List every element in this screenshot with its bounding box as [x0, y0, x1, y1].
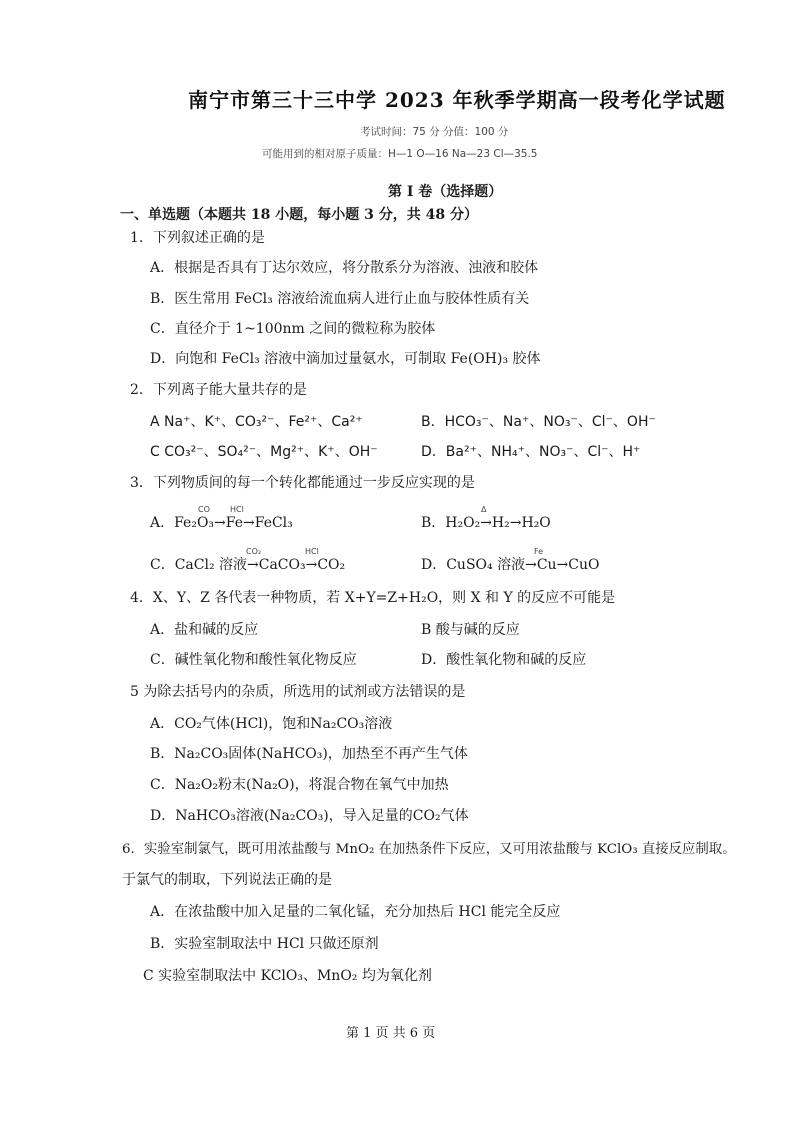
- question-3-option-b: B．H₂O₂→H₂→H₂O: [421, 515, 551, 531]
- q3-c-condition-1: CO₂: [246, 547, 262, 556]
- question-2-option-b: B．HCO₃⁻、Na⁺、NO₃⁻、Cl⁻、OH⁻: [421, 414, 656, 430]
- q3-c-condition-2: HCl: [305, 547, 319, 556]
- question-6-option-b: B．实验室制取法中 HCl 只做还原剂: [150, 936, 379, 952]
- question-5-option-b: B．Na₂CO₃固体(NaHCO₃)，加热至不再产生气体: [150, 746, 468, 762]
- question-4-option-d: D．酸性氧化物和碱的反应: [421, 652, 587, 668]
- volume-title: 第 I 卷（选择题）: [388, 184, 503, 200]
- q3-a-condition-2: HCl: [230, 505, 244, 514]
- question-6-stem-continued: 于氯气的制取，下列说法正确的是: [122, 872, 332, 888]
- section-title: 一、单选题（本题共 18 小题，每小题 3 分，共 48 分）: [120, 207, 478, 223]
- question-2-option-d: D．Ba²⁺、NH₄⁺、NO₃⁻、Cl⁻、H⁺: [421, 444, 641, 460]
- question-6-stem: 6．实验室制氯气，既可用浓盐酸与 MnO₂ 在加热条件下反应，又可用浓盐酸与 KClO₃ 直接反应制取。: [122, 842, 736, 857]
- question-1-option-a: A．根据是否具有丁达尔效应，将分散系分为溶液、浊液和胶体: [150, 260, 539, 276]
- question-3-option-d: D．CuSO₄ 溶液→Cu→CuO: [421, 557, 600, 573]
- question-6-option-a: A．在浓盐酸中加入足量的二氧化锰，充分加热后 HCl 能完全反应: [150, 904, 561, 920]
- question-4-option-c: C．碱性氧化物和酸性氧化物反应: [150, 652, 357, 668]
- q3-d-condition-1: Fe: [534, 547, 544, 556]
- question-5-option-d: D．NaHCO₃溶液(Na₂CO₃)，导入足量的CO₂气体: [150, 808, 469, 824]
- question-5-option-a: A．CO₂气体(HCl)，饱和Na₂CO₃溶液: [150, 716, 393, 732]
- question-3-stem: 3．下列物质间的每一个转化都能通过一步反应实现的是: [130, 475, 475, 491]
- question-2-option-a: A Na⁺、K⁺、CO₃²⁻、Fe²⁺、Ca²⁺: [150, 414, 363, 430]
- question-4-option-a: A．盐和碱的反应: [150, 622, 259, 638]
- question-5-stem: 5 为除去括号内的杂质，所选用的试剂或方法错误的是: [130, 684, 466, 700]
- question-2-option-c: C CO₃²⁻、SO₄²⁻、Mg²⁺、K⁺、OH⁻: [150, 444, 378, 460]
- question-1-option-c: C．直径介于 1~100nm 之间的微粒称为胶体: [150, 321, 436, 337]
- question-6-option-c: C 实验室制取法中 KClO₃、MnO₂ 均为氧化剂: [143, 968, 432, 984]
- question-3-option-a: A．Fe₂O₃→Fe→FeCl₃: [150, 515, 293, 531]
- exam-title: 南宁市第三十三中学 2023 年秋季学期高一段考化学试题: [188, 88, 726, 112]
- atomic-masses: 可能用到的相对原子质量：H—1 O—16 Na—23 Cl—35.5: [262, 148, 538, 160]
- question-1-stem: 1．下列叙述正确的是: [130, 230, 265, 246]
- q3-a-condition-1: CO: [198, 505, 210, 514]
- page-footer: 第 1 页 共 6 页: [346, 1026, 436, 1041]
- question-1-option-d: D．向饱和 FeCl₃ 溶液中滴加过量氨水，可制取 Fe(OH)₃ 胶体: [150, 351, 541, 367]
- question-3-option-c: C．CaCl₂ 溶液→CaCO₃→CO₂: [150, 557, 346, 573]
- exam-info: 考试时间：75 分 分值：100 分: [360, 126, 509, 138]
- q3-b-condition-1: Δ: [481, 505, 487, 514]
- question-1-option-b: B．医生常用 FeCl₃ 溶液给流血病人进行止血与胶体性质有关: [150, 291, 530, 307]
- question-4-option-b: B 酸与碱的反应: [421, 622, 520, 638]
- question-2-stem: 2．下列离子能大量共存的是: [130, 382, 307, 398]
- question-4-stem: 4．X、Y、Z 各代表一种物质，若 X+Y=Z+H₂O，则 X 和 Y 的反应不可能是: [130, 590, 616, 606]
- question-5-option-c: C．Na₂O₂粉末(Na₂O)，将混合物在氧气中加热: [150, 777, 449, 793]
